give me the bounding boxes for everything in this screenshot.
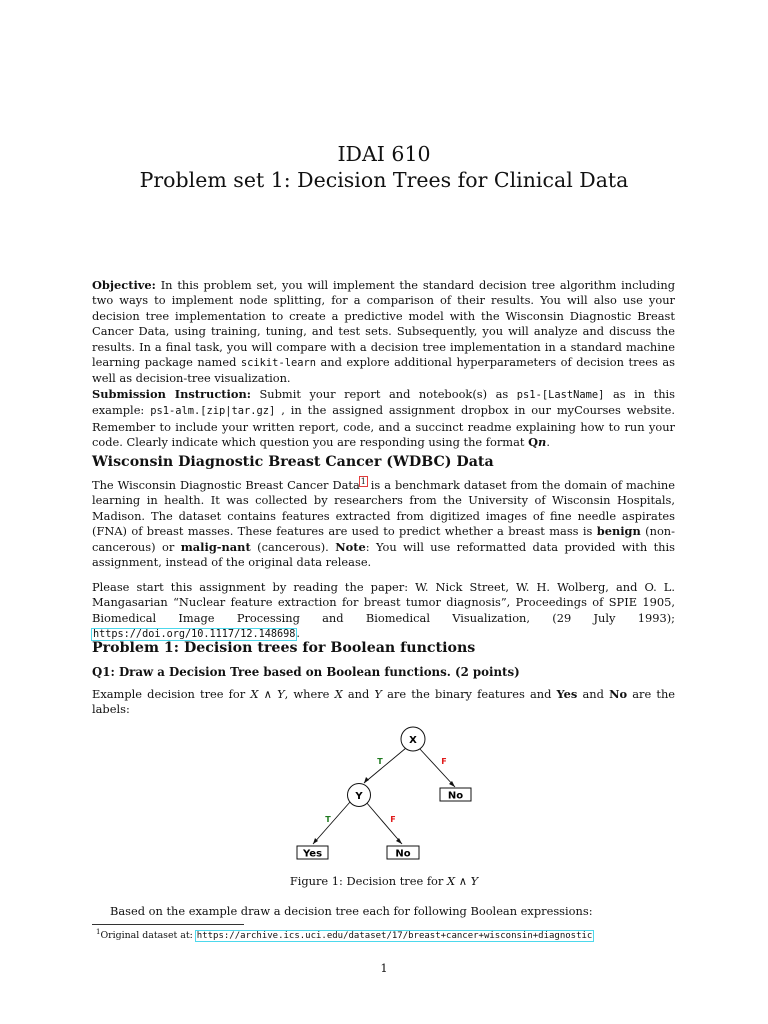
format-q: Q	[528, 435, 539, 450]
decision-tree-diagram	[280, 720, 500, 865]
wdbc-paragraph	[92, 478, 675, 570]
footnote-text: Original dataset at:	[100, 930, 193, 942]
footnote-rule	[92, 924, 244, 925]
doi-link[interactable]: https://doi.org/10.1117/12.148698	[93, 629, 296, 641]
and-word: and	[347, 687, 370, 701]
edge-false-label: F	[441, 757, 447, 766]
wdbc-text-1: The Wisconsin Diagnostic Breast Cancer Data	[92, 478, 360, 492]
dataset-link[interactable]: https://archive.ics.uci.edu/dataset/17/breast+cancer+wisconsin+diagnostic	[196, 931, 593, 942]
variable-y: Y	[374, 687, 382, 701]
wdbc-text-3: (non-cancerous) or	[92, 524, 675, 554]
leaf-no-bottom-label: No	[395, 848, 411, 860]
wdbc-text-4: (cancerous).	[257, 539, 329, 554]
caption-expression: X ∧ Y	[446, 874, 479, 888]
no-word: No	[609, 687, 628, 701]
submission-text-2: as in this example:	[92, 386, 676, 418]
variable-x: X	[334, 687, 343, 701]
edge-y-to-yes	[313, 802, 350, 844]
package-name: scikit-learn	[240, 357, 316, 370]
leaf-no-top-label: No	[447, 790, 464, 802]
yes-word: Yes	[556, 687, 578, 701]
caption-prefix: Figure 1: Decision tree for	[289, 874, 444, 888]
root-node-label: X	[409, 735, 417, 746]
reading-end: .	[296, 626, 301, 641]
wdbc-text-2: is a benchmark dataset from the domain of machine learning in health. It was collected by researchers from the University of Wisconsin Hospitals, Madison. The dataset contains features extracted from digitized images of fine needle aspirates (FNA) of breast masses. These features are used to predict whether a breast mass is	[92, 478, 676, 539]
example-expression: X ∧ Y	[250, 687, 285, 701]
submission-text-1: Submit your report and notebook(s) as	[259, 386, 509, 401]
edge-x-to-no	[419, 748, 455, 787]
reading-paragraph	[92, 580, 675, 643]
edge-true-label-2: T	[325, 815, 331, 824]
objective-paragraph	[92, 278, 675, 450]
figure-caption	[0, 874, 768, 888]
page-number: 1	[380, 961, 388, 975]
example-paragraph	[92, 687, 675, 718]
submission-code-1: ps1-[LastName]	[516, 388, 605, 401]
edge-false-label-2: F	[390, 815, 396, 824]
footnote-mark: 1	[96, 928, 101, 936]
and-word-2: and	[582, 687, 604, 701]
submission-text-3: , in the assigned assignment dropbox in our myCourses website. Remember to include your written report, code, and a succinct readme explaining how to run your code. Clearly indicate which question you are responding using the format	[92, 403, 676, 450]
footnote	[96, 926, 593, 942]
instruction-text: Based on the example draw a decision tree each for following Boolean expressions:	[110, 904, 593, 918]
wdbc-heading: Wisconsin Diagnostic Breast Cancer (WDBC) Data	[92, 454, 494, 470]
submission-label: Submission Instruction:	[92, 386, 251, 401]
edge-y-to-no	[366, 802, 402, 844]
example-text-b: , where	[284, 687, 330, 701]
submission-code-2: ps1-alm.[zip|tar.gz]	[150, 405, 276, 418]
course-title: IDAI 610	[337, 142, 431, 166]
arrowhead-y-no	[396, 838, 402, 844]
format-n: n	[538, 435, 547, 450]
edge-x-to-y	[364, 748, 406, 783]
document-title: Problem set 1: Decision Trees for Clinical Data	[139, 168, 629, 192]
reading-text: Please start this assignment by reading the paper: W. Nick Street, W. H. Wolberg, and O. L. Mangasarian “Nuclear feature extraction for breast tumor diagnosis”, Proceedings of SPIE 1905, Biomedical Image Processing and Biomedical Visualization, (29 July 1993);	[92, 580, 675, 625]
example-text-c: are the binary features and	[387, 687, 552, 701]
example-text-d: are the labels:	[92, 687, 676, 717]
q1-heading: Q1: Draw a Decision Tree based on Boolean functions. (2 points)	[92, 665, 520, 679]
note-label: Note	[335, 539, 366, 554]
edge-true-label: T	[377, 757, 383, 766]
malignant-term: malig-nant	[180, 539, 251, 554]
problem1-heading: Problem 1: Decision trees for Boolean functions	[92, 640, 476, 656]
benign-term: benign	[596, 524, 641, 539]
example-text-a: Example decision tree for	[92, 687, 246, 701]
footnote-ref[interactable]: 1	[360, 477, 366, 487]
child-node-label: Y	[355, 791, 363, 802]
leaf-yes-label: Yes	[302, 848, 323, 860]
submission-end: .	[546, 435, 550, 450]
note-text: : You will use reformatted data provided with this assignment, instead of the original data release.	[92, 539, 676, 570]
objective-label: Objective:	[92, 278, 156, 292]
arrowhead-x-y	[364, 777, 369, 783]
objective-text-1: In this problem set, you will implement the standard decision tree algorithm including two ways to implement node splitting, for a comparison of their results. You will also use your decision tree implementation to create a predictive model with the Wisconsin Diagnostic Breast Cancer Data, using training, tuning, and test sets. Subsequently, you will analyze and discuss the results. In a final task, you will compare with a decision tree implementation in a standard machine learning package named	[92, 278, 675, 370]
objective-text-2: and explore additional hyperparameters of decision trees as well as decision-tree visualization.	[92, 355, 675, 386]
